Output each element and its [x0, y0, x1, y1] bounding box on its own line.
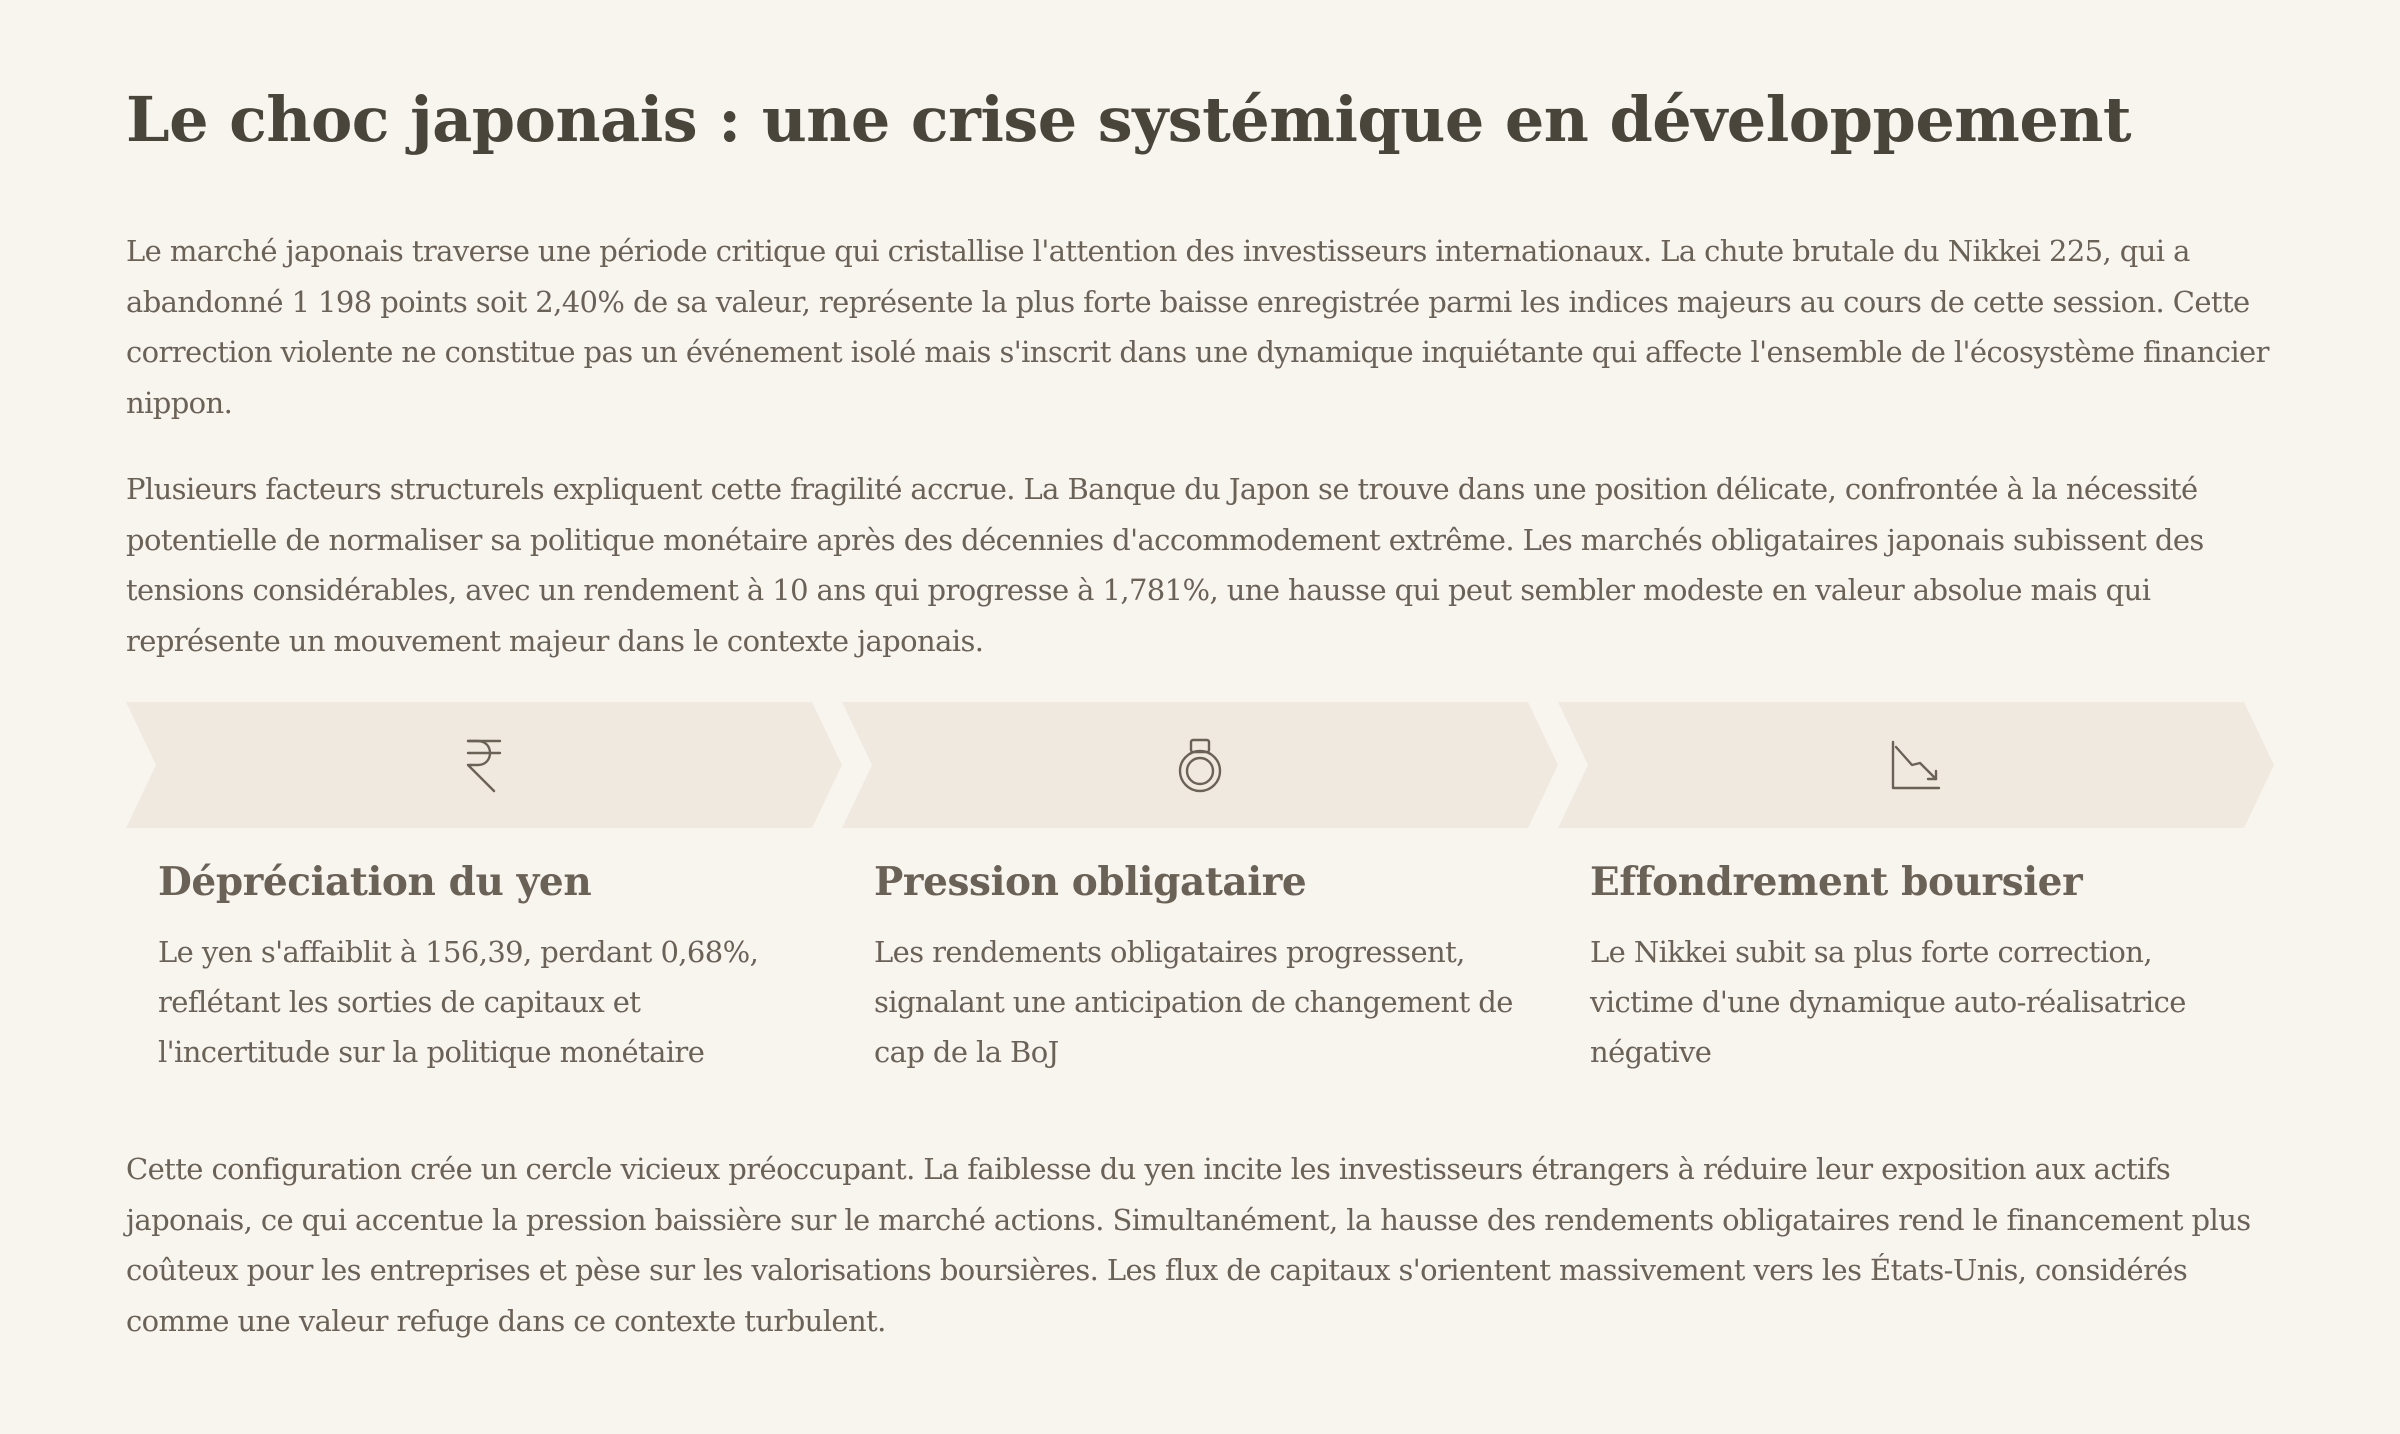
chart-down-icon — [1558, 732, 2274, 798]
conclusion-paragraph: Cette configuration crée un cercle vicieux préoccupant. La faiblesse du yen incite les investisseurs étrangers à réduire leur exposition aux actifs japonais, ce qui accentue la pression baissière sur le marché actions. Simultanément, la hausse des rendements obligataires rend le financement plus coûteux pour les entreprises et pèse sur les valorisations boursières. Les flux de capitaux s'orientent massivement vers les États-Unis, considérés comme une valeur refuge dans ce contexte turbulent. — [126, 1152, 2251, 1338]
step-title: Dépréciation du yen — [158, 859, 592, 905]
step-stocks — [1558, 702, 2274, 1092]
ring-icon — [842, 732, 1558, 798]
step-description: Les rendements obligataires progressent, signalant une anticipation de changement de cap de la BoJ — [874, 935, 1513, 1069]
page-title: Le choc japonais : une crise systémique en développement — [126, 83, 2132, 156]
step-bonds — [842, 702, 1558, 1092]
step-description: Le yen s'affaiblit à 156,39, perdant 0,68%, reflétant les sorties de capitaux et l'incertitude sur la politique monétaire — [158, 935, 759, 1069]
factors-paragraph: Plusieurs facteurs structurels expliquent cette fragilité accrue. La Banque du Japon se trouve dans une position délicate, confrontée à la nécessité potentielle de normaliser sa politique monétaire après des décennies d'accommodement extrême. Les marchés obligataires japonais subissent des tensions considérables, avec un rendement à 10 ans qui progresse à 1,781%, une hausse qui peut sembler modeste en valeur absolue mais qui représente un mouvement majeur dans le contexte japonais. — [126, 472, 2204, 658]
currency-icon — [126, 732, 842, 798]
intro-paragraph: Le marché japonais traverse une période critique qui cristallise l'attention des investisseurs internationaux. La chute brutale du Nikkei 225, qui a abandonné 1 198 points soit 2,40% de sa valeur, représente la plus forte baisse enregistrée parmi les indices majeurs au cours de cette session. Cette correction violente ne constitue pas un événement isolé mais s'inscrit dans une dynamique inquiétante qui affecte l'ensemble de l'écosystème financier nippon. — [126, 234, 2269, 420]
step-title: Pression obligataire — [874, 859, 1307, 905]
step-yen — [126, 702, 842, 1092]
process-steps — [126, 702, 2274, 1092]
step-title: Effondrement boursier — [1590, 859, 2083, 905]
step-description: Le Nikkei subit sa plus forte correction, victime d'une dynamique auto-réalisatrice négative — [1590, 935, 2186, 1069]
